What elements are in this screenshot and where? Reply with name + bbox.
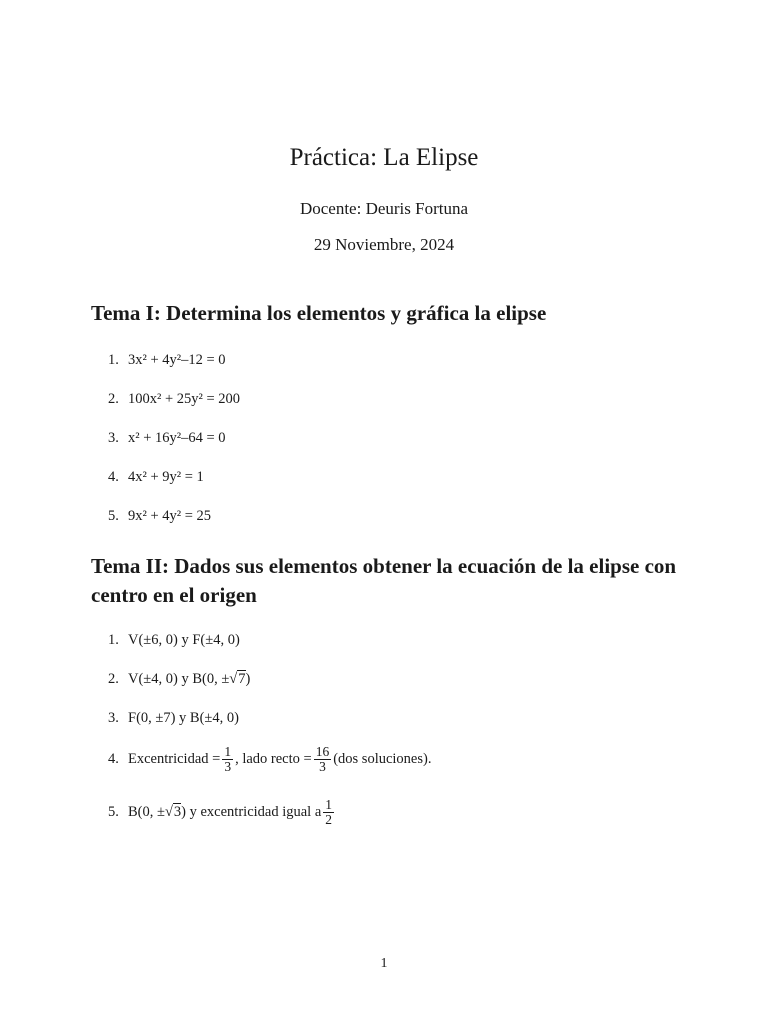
fraction: [314, 745, 332, 774]
condition-text: , lado recto =: [235, 751, 312, 768]
section-1-title: Tema I: Determina los elementos y gráfica la elipse: [91, 301, 547, 325]
list-item: [108, 671, 250, 688]
item-number: 5.: [108, 508, 119, 524]
document-title: Práctica: La Elipse: [289, 144, 479, 171]
item-number: 3.: [108, 430, 119, 446]
list-item: [108, 391, 240, 408]
denominator: 2: [325, 812, 333, 828]
condition-prefix: B(0, ±√: [128, 804, 173, 821]
item-number: 2.: [108, 391, 119, 407]
list-item: [108, 745, 431, 774]
radicand: 3: [173, 804, 182, 821]
list-item: [108, 430, 226, 447]
condition: V(±6, 0) y F(±4, 0): [128, 632, 240, 648]
item-number: 5.: [108, 804, 119, 821]
list-item: [108, 798, 336, 827]
item-number: 4.: [108, 469, 119, 485]
item-number: 4.: [108, 751, 119, 768]
date: 29 Noviembre, 2024: [313, 235, 455, 254]
equation: 3x² + 4y²–12 = 0: [128, 352, 226, 368]
list-item: [108, 710, 239, 727]
fraction: [323, 798, 334, 827]
denominator: 3: [319, 759, 326, 775]
denominator: 3: [224, 759, 232, 775]
item-number: 3.: [108, 710, 119, 726]
condition: [128, 804, 321, 821]
numerator: 16: [315, 744, 330, 759]
equation: x² + 16y²–64 = 0: [128, 430, 226, 446]
condition-text: (dos soluciones).: [333, 751, 432, 768]
numerator: 1: [224, 744, 232, 759]
list-item: [108, 632, 240, 649]
condition-suffix: ) y excentricidad igual a: [181, 804, 322, 821]
page-number: 1: [380, 956, 388, 971]
condition: F(0, ±7) y B(±4, 0): [128, 710, 239, 726]
author: Docente: Deuris Fortuna: [299, 199, 469, 218]
list-item: [108, 352, 226, 369]
numerator: 1: [325, 797, 333, 812]
equation: 4x² + 9y² = 1: [128, 469, 204, 485]
condition: [128, 671, 250, 688]
item-number: 2.: [108, 671, 119, 687]
radicand: 7: [238, 671, 246, 687]
section-2-title: Tema II: Dados sus elementos obtener la ecuación de la elipse con centro en el origen: [91, 554, 677, 607]
fraction: [222, 745, 233, 774]
item-number: 1.: [108, 352, 119, 368]
equation: 100x² + 25y² = 200: [128, 391, 241, 407]
list-item: [108, 508, 211, 525]
condition-suffix: ): [245, 671, 251, 687]
condition-prefix: V(±4, 0) y B(0, ±√: [128, 671, 238, 687]
equation: 9x² + 4y² = 25: [128, 508, 212, 524]
item-number: 1.: [108, 632, 119, 648]
condition-text: Excentricidad =: [128, 751, 221, 768]
list-item: [108, 469, 204, 486]
